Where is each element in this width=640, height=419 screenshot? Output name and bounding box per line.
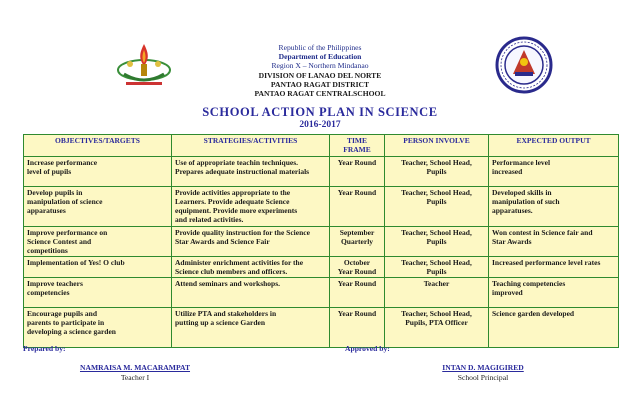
cell-output: Teaching competencies improved	[489, 278, 619, 308]
table-row	[24, 257, 619, 278]
cell-time: Year Round	[330, 157, 385, 187]
table-row	[24, 227, 619, 257]
cell-objective: Increase performance level of pupils	[24, 157, 172, 187]
cell-objective: Improve performance on Science Contest and competitions	[24, 227, 172, 257]
cell-time: October Year Round	[330, 257, 385, 278]
school-year: 2016-2017	[299, 120, 341, 130]
cell-person: Teacher, School Head, Pupils	[385, 187, 489, 227]
header-line-division: DIVISION OF LANAO DEL NORTE	[258, 70, 382, 80]
cell-person: Teacher, School Head, Pupils	[385, 157, 489, 187]
action-plan-table	[23, 134, 619, 348]
letterhead	[0, 43, 640, 98]
header-time-frame: TIME FRAME	[330, 135, 385, 157]
header-expected-output: EXPECTED OUTPUT	[489, 135, 619, 157]
header-line-region: Region X – Northern Mindanao	[271, 61, 369, 71]
cell-strategy: Attend seminars and workshops.	[172, 278, 330, 308]
cell-output: Science garden developed	[489, 308, 619, 348]
cell-objective: Implementation of Yes! O club	[24, 257, 172, 278]
header-line-school: PANTAO RAGAT CENTRALSCHOOL	[254, 89, 386, 99]
cell-person: Teacher, School Head, Pupils, PTA Officer	[385, 308, 489, 348]
prepared-by-signature	[60, 363, 210, 382]
table-row	[24, 157, 619, 187]
cell-objective: Improve teachers competencies	[24, 278, 172, 308]
approved-by-name: INTAN D. MAGIGIRED	[442, 363, 524, 372]
approved-by-label: Approved by:	[345, 344, 390, 353]
prepared-by-role: Teacher I	[120, 372, 150, 382]
cell-strategy: Provide activities appropriate to the Learners. Provide adequate Science equipment. Provide more experiments and related activities.	[172, 187, 330, 227]
cell-person: Teacher, School Head, Pupils	[385, 257, 489, 278]
cell-output: Developed skills in manipulation of such apparatuses.	[489, 187, 619, 227]
header-strategies: STRATEGIES/ACTIVITIES	[172, 135, 330, 157]
approved-by-signature	[408, 363, 558, 382]
page-title: SCHOOL ACTION PLAN IN SCIENCE	[202, 105, 438, 119]
cell-person: Teacher	[385, 278, 489, 308]
header-line-department: Department of Education	[278, 52, 362, 62]
cell-output: Increased performance level rates	[489, 257, 619, 278]
cell-time: Year Round	[330, 278, 385, 308]
cell-time: Year Round	[330, 187, 385, 227]
header-person-involve: PERSON INVOLVE	[385, 135, 489, 157]
cell-objective: Develop pupils in manipulation of science apparatuses	[24, 187, 172, 227]
cell-strategy: Administer enrichment activities for the Science club members and officers.	[172, 257, 330, 278]
cell-time: Year Round	[330, 308, 385, 348]
prepared-by-name: NAMRAISA M. MACARAMPAT	[79, 363, 191, 372]
cell-person: Teacher, School Head, Pupils	[385, 227, 489, 257]
cell-output: Performance level increased	[489, 157, 619, 187]
cell-time: September Quarterly	[330, 227, 385, 257]
table-row	[24, 278, 619, 308]
cell-strategy: Provide quality instruction for the Science Star Awards and Science Fair	[172, 227, 330, 257]
approved-by-role: School Principal	[457, 372, 509, 382]
table-header-row	[24, 135, 619, 157]
cell-output: Won contest in Science fair and Star Awards	[489, 227, 619, 257]
table-row	[24, 308, 619, 348]
prepared-by-label: Prepared by:	[23, 344, 66, 353]
header-line-district: PANTAO RAGAT DISTRICT	[270, 79, 370, 89]
cell-strategy: Utilize PTA and stakeholders in putting up a science Garden	[172, 308, 330, 348]
table-row	[24, 187, 619, 227]
header-objectives: OBJECTIVES/TARGETS	[24, 135, 172, 157]
cell-strategy: Use of appropriate teachin techniques. Prepares adequate instructional materials	[172, 157, 330, 187]
cell-objective: Encourage pupils and parents to participate in developing a science garden	[24, 308, 172, 348]
header-line-republic: Republic of the Philippines	[278, 43, 362, 52]
